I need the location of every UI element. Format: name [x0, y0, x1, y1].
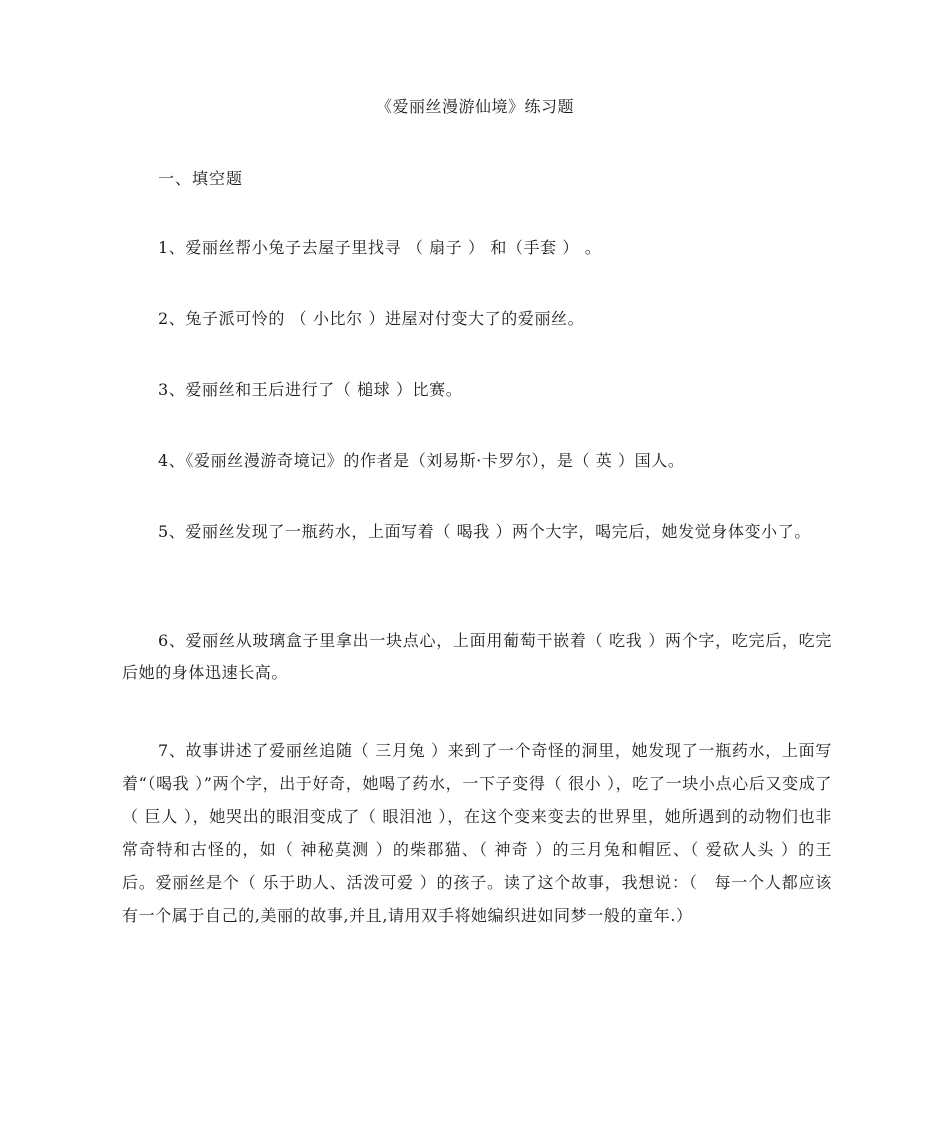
question-2: 2、兔子派可怜的 （ 小比尔 ）进屋对付变大了的爱丽丝。	[158, 309, 585, 328]
question-4: 4、《爱丽丝漫游奇境记》的作者是（刘易斯·卡罗尔），是（ 英 ）国人。	[158, 451, 685, 470]
question-5: 5、爱丽丝发现了一瓶药水，上面写着（ 喝我 ）两个大字，喝完后，她发觉身体变小了。	[158, 522, 811, 541]
question-3: 3、爱丽丝和王后进行了（ 槌球 ）比赛。	[158, 380, 463, 399]
document-title: 《爱丽丝漫游仙境》练习题	[375, 97, 574, 116]
question-7: 7、故事讲述了爱丽丝追随（ 三月兔 ）来到了一个奇怪的洞里，她发现了一瓶药水，上面写着“（喝我 ）”两个字，出于好奇，她喝了药水，一下子变得（ 很小 ），吃了一块小点心后又变成了（ 巨人 ），她哭出的眼泪变成了（ 眼泪池 ），在这个变来变去的世界里，她所遇到的动物们也非常奇特和古怪的，如（ 神秘莫测 ）的柴郡猫、（ 神奇 ）的三月兔和帽匠、（ 爱砍人头 ）的王后。爱丽丝是个（ 乐于助人、活泼可爱 ）的孩子。读了这个故事，我想说：（ 每一个人都应该有一个属于自己的,美丽的故事,并且,请用双手将她编织进如同梦一般的童年.）	[122, 741, 832, 925]
section-heading: 一、填空题	[158, 169, 244, 188]
question-6: 6、爱丽丝从玻璃盒子里拿出一块点心，上面用葡萄干嵌着（ 吃我 ）两个字，吃完后，吃完后她的身体迅速长高。	[122, 631, 832, 682]
question-1: 1、爱丽丝帮小兔子去屋子里找寻 （ 扇子 ） 和（手套 ） 。	[158, 238, 602, 257]
